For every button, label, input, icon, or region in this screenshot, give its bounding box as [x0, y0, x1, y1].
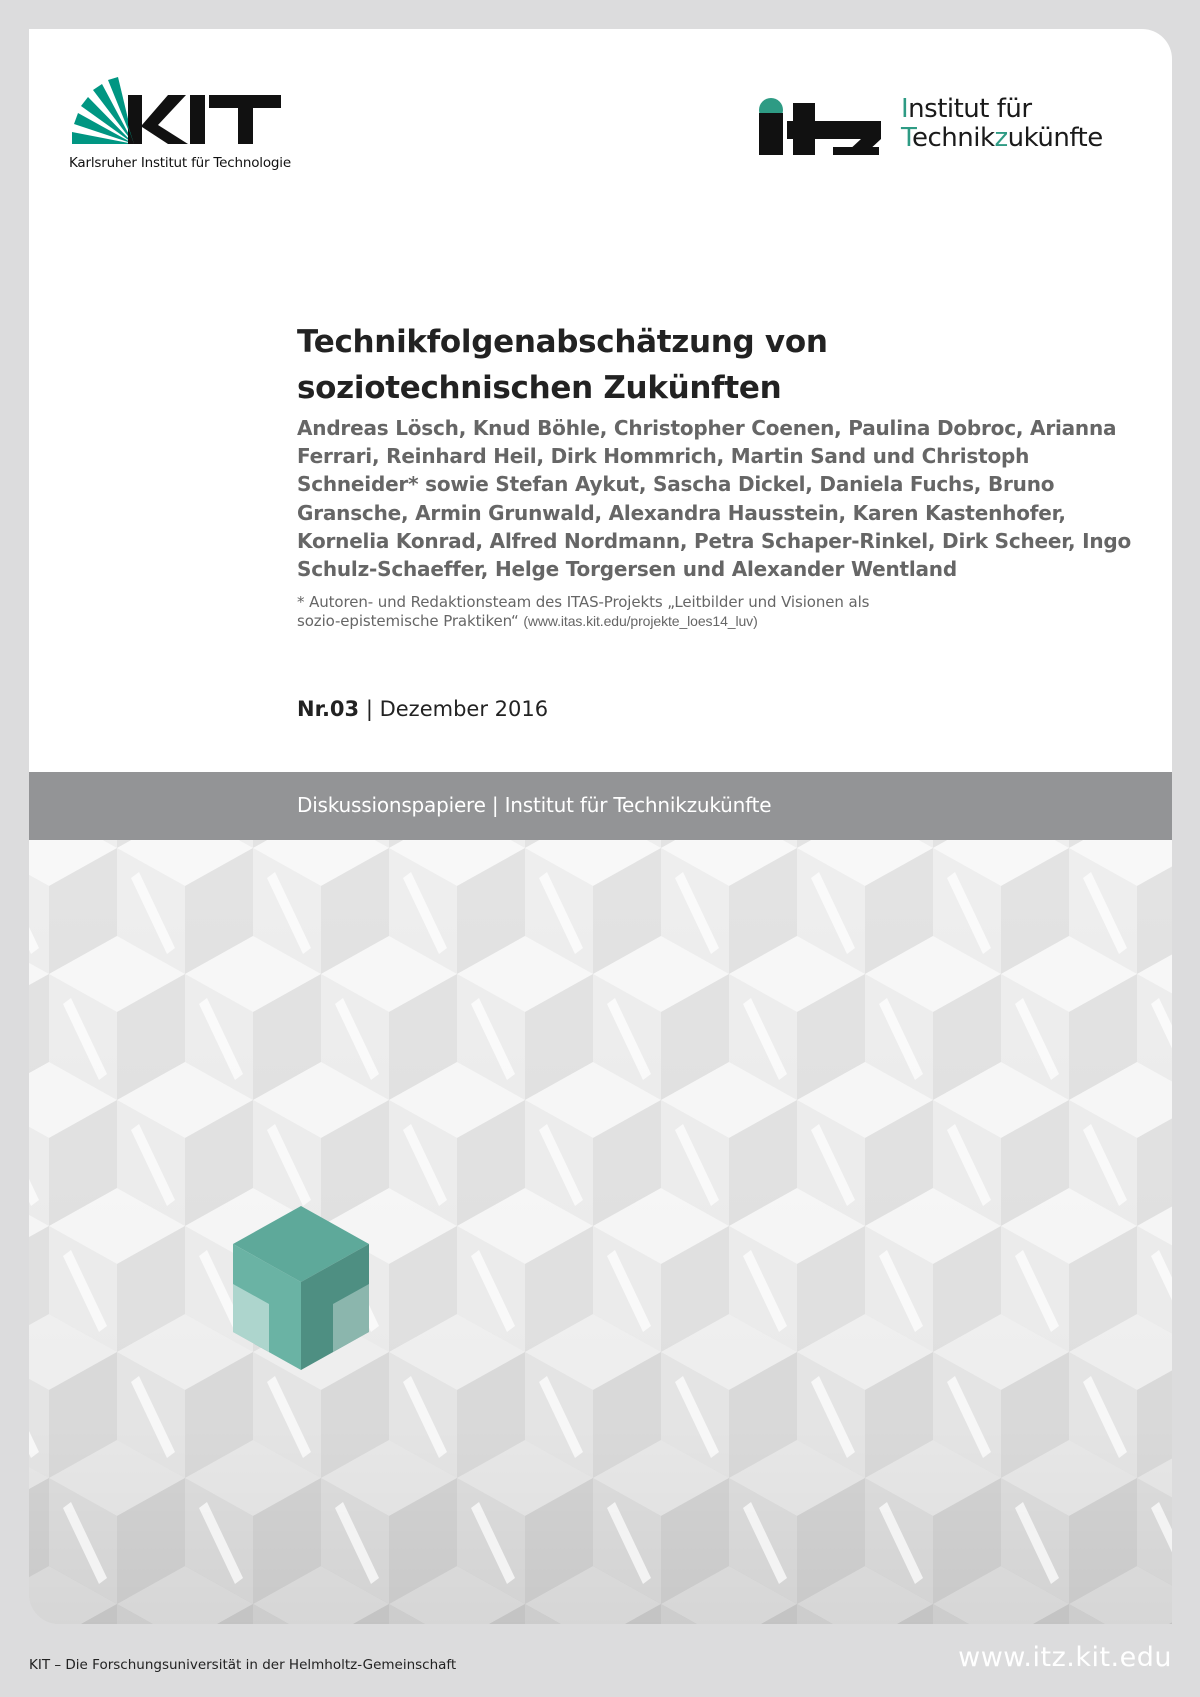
- itz-wordmark: Institut für Technikzukünfte: [901, 94, 1103, 153]
- cover-card: [29, 29, 1172, 1624]
- author-footnote: * Autoren- und Redaktionsteam des ITAS-Projekts „Leitbilder und Visionen als sozio-epistemische Praktiken“ (www.itas.kit.edu/projekte_loes14_luv): [297, 593, 870, 630]
- cube-pattern-background: [29, 840, 1172, 1624]
- document-title: Technikfolgenabschätzung von soziotechnischen Zukünften: [297, 324, 828, 406]
- footer-url[interactable]: www.itz.kit.edu: [958, 1642, 1172, 1673]
- author-list: Andreas Lösch, Knud Böhle, Christopher Coenen, Paulina Dobroc, Arianna Ferrari, Reinhard Heil, Dirk Hommrich, Martin Sand und Christoph Schneider* sowie Stefan Aykut, Sascha Dickel, Daniela Fuchs, Bruno Gransche, Armin Grunwald, Alexandra Hausstein, Karen Kastenhofer, Kornelia Konrad, Alfred Nordmann, Petra Schaper-Rinkel, Dirk Scheer, Ingo Schulz-Schaeffer, Helge Torgersen und Alexander Wentland: [297, 416, 1132, 582]
- project-url: (www.itas.kit.edu/projekte_loes14_luv): [523, 613, 758, 629]
- itz-logo-icon: [757, 65, 907, 155]
- series-label: Diskussionspapiere | Institut für Technikzukünfte: [297, 793, 772, 817]
- footer-tagline: KIT – Die Forschungsuniversität in der Helmholtz-Gemeinschaft: [29, 1657, 457, 1673]
- kit-logo-icon: [70, 69, 310, 169]
- series-band: [29, 772, 1172, 840]
- kit-subtitle: Karlsruher Institut für Technologie: [69, 155, 291, 171]
- issue-info: Nr.03 | Dezember 2016: [297, 697, 549, 721]
